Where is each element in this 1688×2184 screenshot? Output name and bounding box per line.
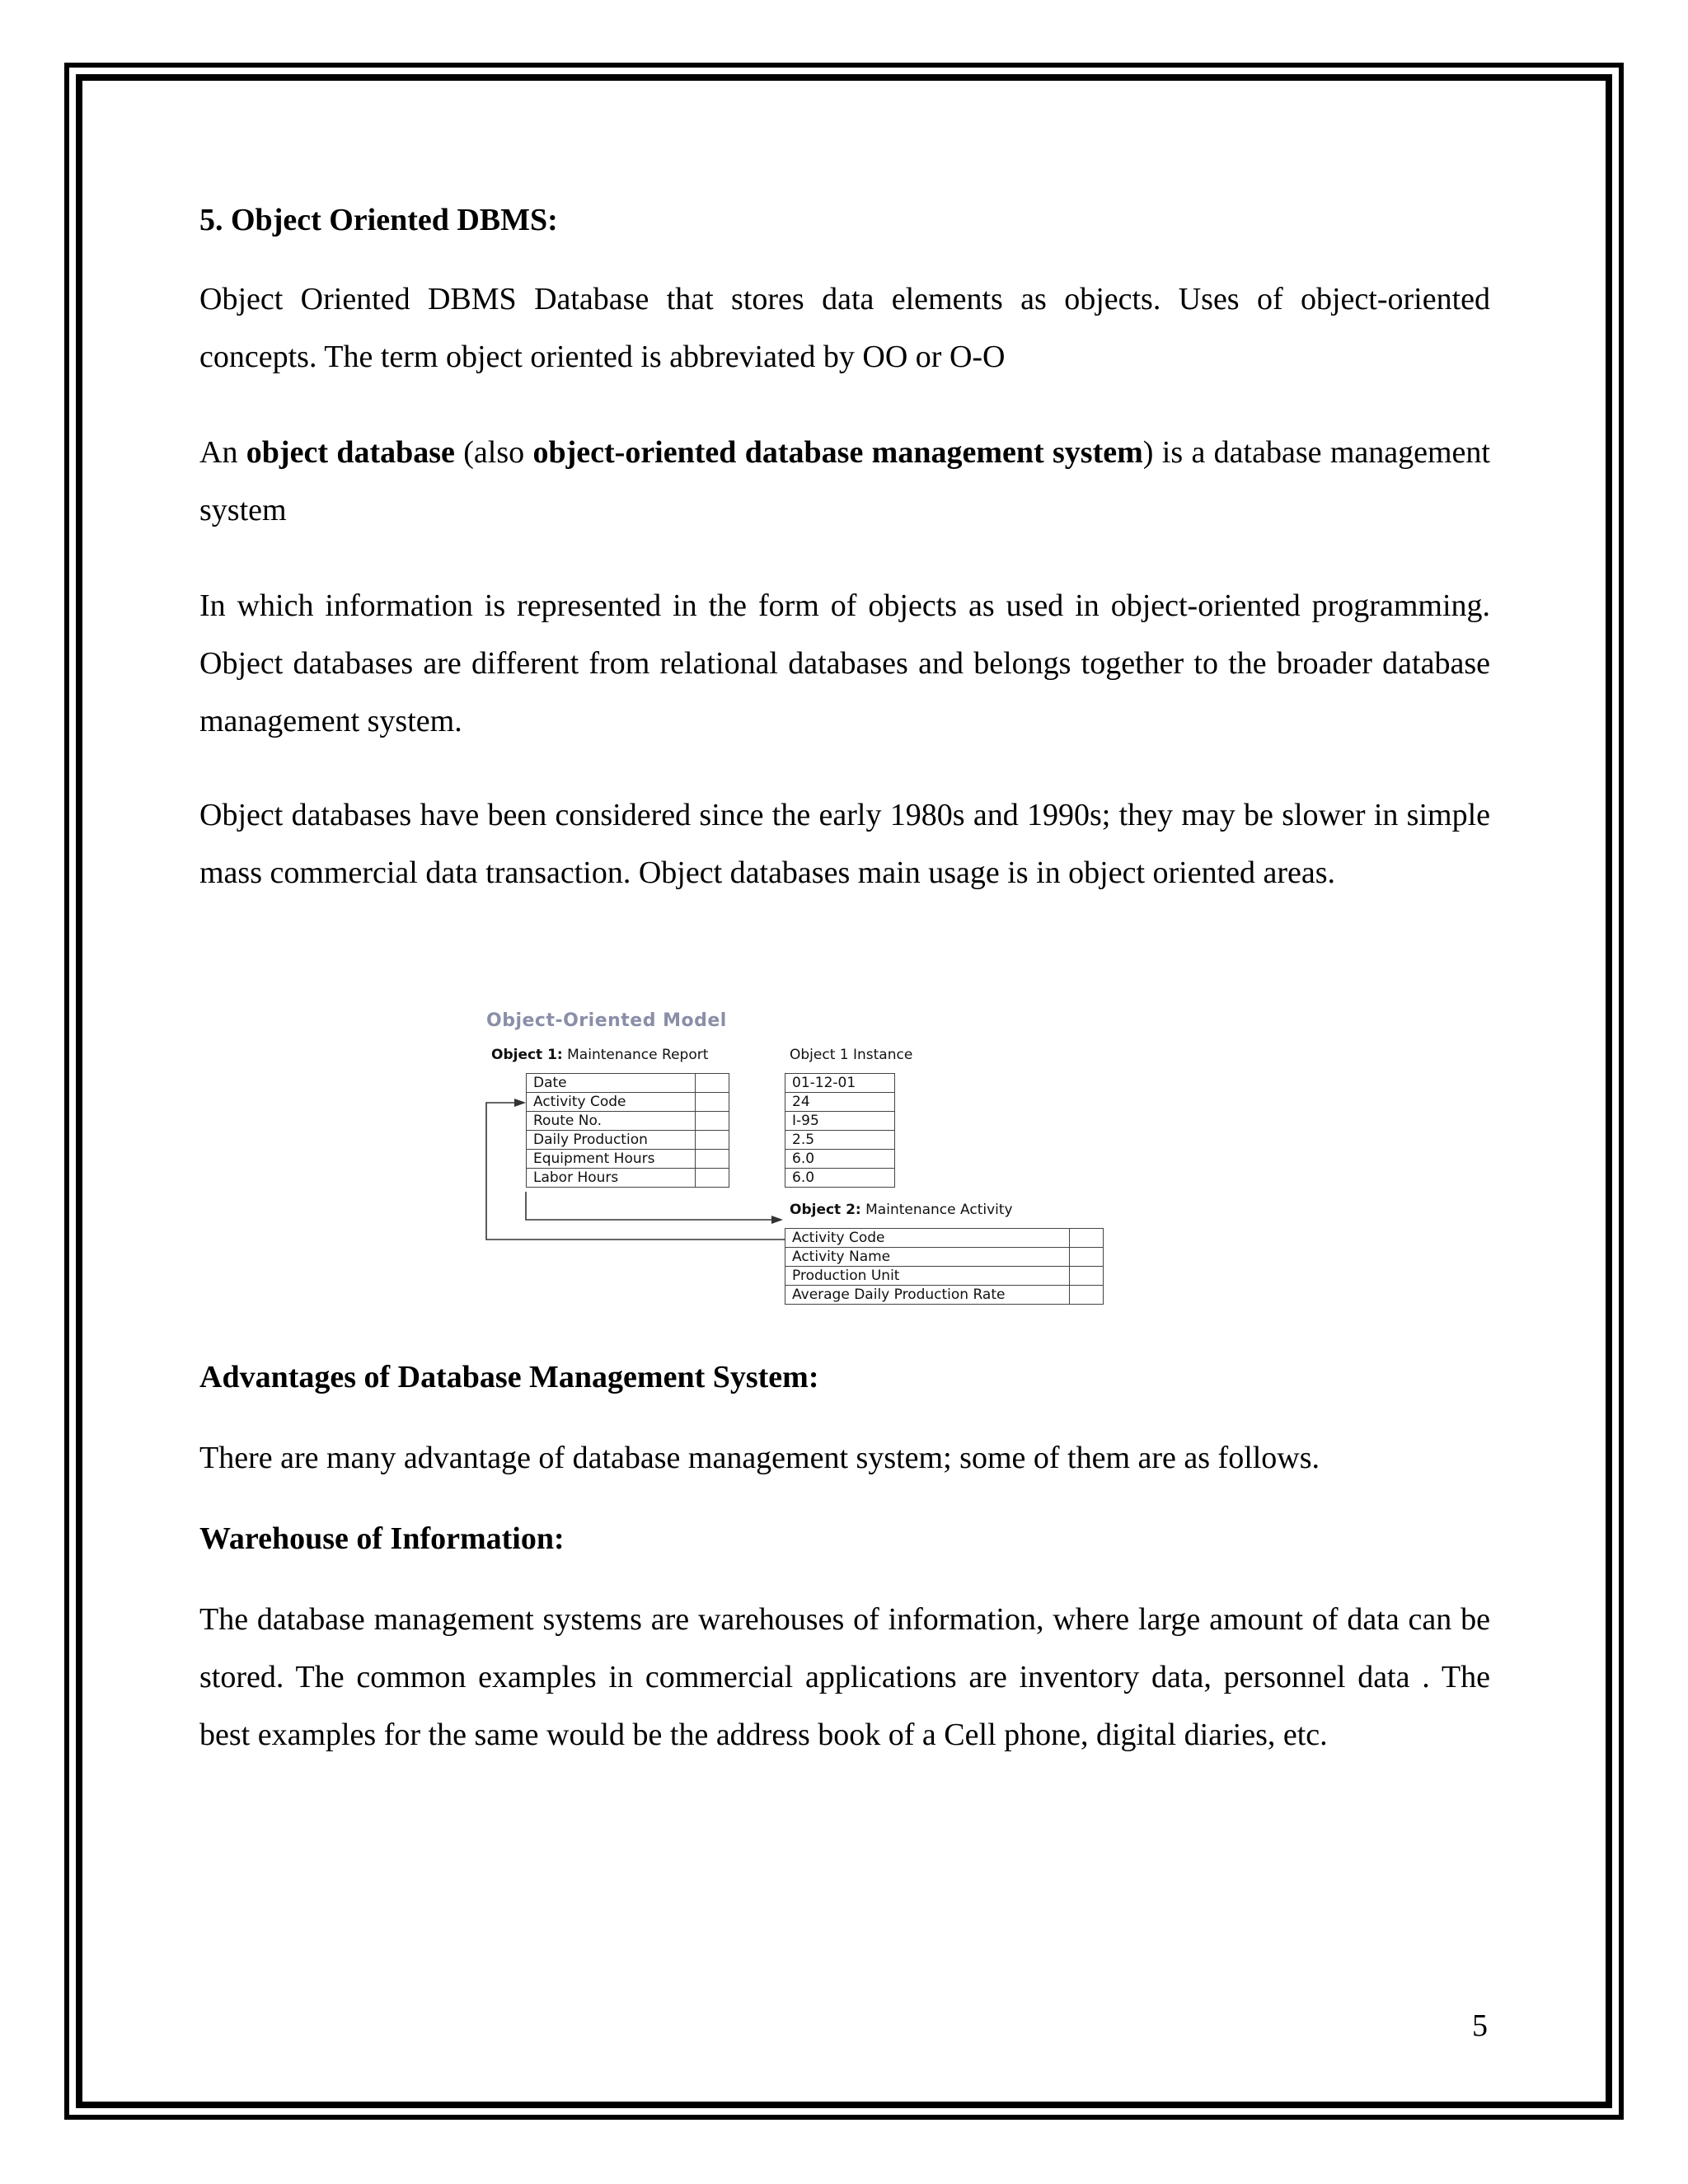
instance-value: 01-12-01: [785, 1074, 895, 1093]
object-oriented-model-diagram: [478, 1005, 1137, 1319]
object1-field: Daily Production: [527, 1131, 696, 1150]
p2-bold-oodbms: object-oriented database management system: [532, 435, 1143, 470]
paragraph-oodbms-definition: Object Oriented DBMS Database that stores data elements as objects. Uses of object-oriented concepts. The term object oriented is abbreviated by OO or O-O: [199, 282, 1490, 374]
paragraph-history: Object databases have been considered since the early 1980s and 1990s; they may be slower in simple mass commercial data transaction. Object databases main usage is in object oriented areas.: [199, 798, 1490, 890]
object2-label: Object 2:: [790, 1202, 861, 1218]
p2-text-3: ) is a database management system: [199, 435, 1490, 527]
p2-text-2: (also: [454, 435, 533, 470]
instance-value: 6.0: [785, 1150, 895, 1169]
page-content: [199, 191, 1490, 902]
page-number: 5: [1472, 2008, 1488, 2043]
object1-field: Labor Hours: [527, 1169, 696, 1188]
instance-value: 2.5: [785, 1131, 895, 1150]
object2-field: Activity Name: [785, 1248, 1070, 1267]
instance-header: Object 1 Instance: [790, 1047, 913, 1063]
p2-text-1: An: [199, 435, 246, 470]
object2-field: Production Unit: [785, 1267, 1070, 1286]
arrow-head-icon: [771, 1216, 783, 1224]
instance-value: 24: [785, 1093, 895, 1112]
instance-value: 6.0: [785, 1169, 895, 1188]
p2-bold-object-database: object database: [246, 435, 455, 470]
arrow-head-icon: [514, 1099, 526, 1107]
connector-line: [526, 1192, 776, 1220]
object1-field: Equipment Hours: [527, 1150, 696, 1169]
warehouse-text: The database management systems are warehouses of information, where large amount of data can be stored. The common examples in commercial applications are inventory data, personnel data . The best examples for the same would be the address book of a Cell phone, digital diaries, etc.: [199, 1602, 1490, 1752]
object1-field: Activity Code: [527, 1093, 696, 1112]
object1-field: Route No.: [527, 1112, 696, 1131]
advantages-section: [199, 1348, 1490, 1764]
warehouse-heading: Warehouse of Information:: [199, 1521, 565, 1556]
paragraph-information-representation: In which information is represented in the form of objects as used in object-oriented programming. Object databases are different from relational databases and belongs together to the broader database management system.: [199, 588, 1490, 738]
diagram-title: Object-Oriented Model: [486, 1010, 727, 1031]
object2-name: Maintenance Activity: [860, 1202, 1013, 1218]
object2-field: Activity Code: [785, 1229, 1070, 1248]
object1-field: Date: [527, 1074, 696, 1093]
paragraph-object-database: [199, 424, 1490, 539]
connector-line: [486, 1103, 785, 1240]
advantages-heading: Advantages of Database Management System:: [199, 1360, 819, 1394]
object2-field: Average Daily Production Rate: [785, 1286, 1070, 1305]
advantages-intro: There are many advantage of database management system; some of them are as follows.: [199, 1441, 1320, 1475]
instance-value: I-95: [785, 1112, 895, 1131]
object1-label: Object 1:: [491, 1047, 563, 1063]
diagram-connector-arrows: [478, 1005, 1137, 1319]
object1-name: Maintenance Report: [562, 1047, 709, 1063]
section-heading: 5. Object Oriented DBMS:: [199, 203, 558, 237]
